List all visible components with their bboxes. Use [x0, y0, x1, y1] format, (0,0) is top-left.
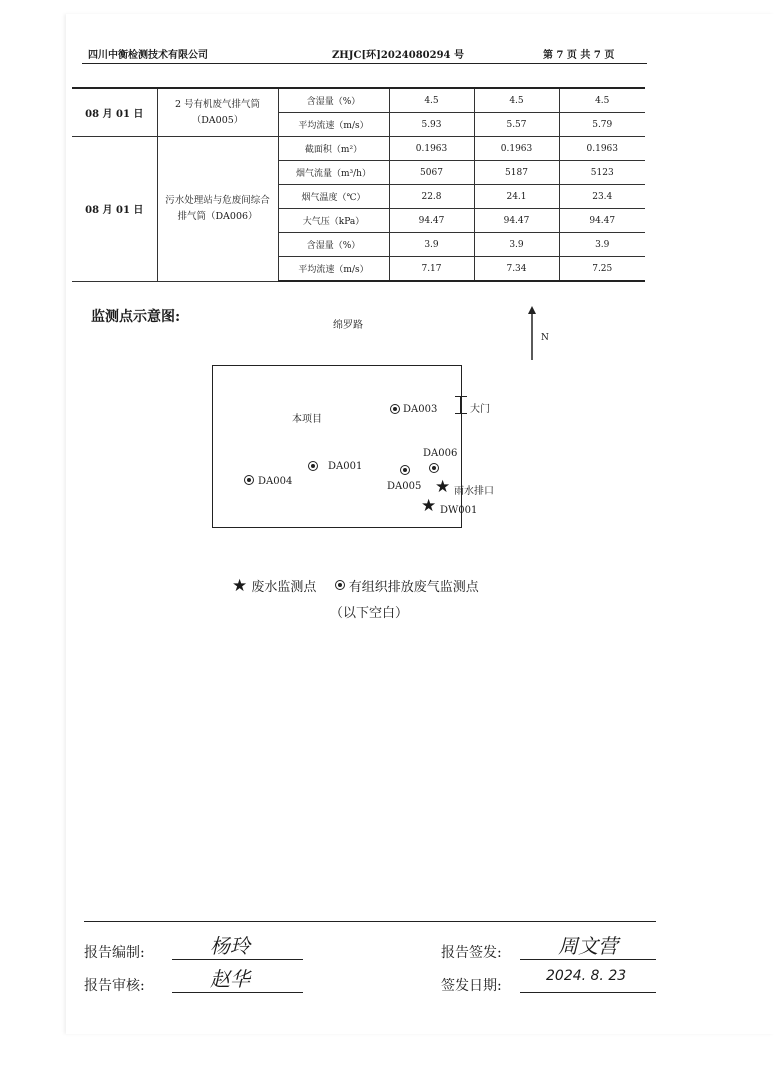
emission-source: 污水处理站与危废间综合排气筒（DA006） [157, 137, 278, 282]
point-label-da005: DA005 [387, 481, 422, 492]
measurement-table [72, 87, 645, 282]
value-cell: 94.47 [559, 209, 645, 233]
value-cell: 7.34 [474, 257, 559, 282]
value-cell: 24.1 [474, 185, 559, 209]
exhaust-point-icon [400, 465, 410, 475]
reviewed-label: 报告审核: [84, 978, 145, 994]
value-cell: 94.47 [389, 209, 474, 233]
emission-source: 2 号有机废气排气筒（DA005） [157, 88, 278, 137]
circle-legend-icon [335, 580, 345, 590]
point-label-drain: 雨水排口 [454, 486, 494, 497]
value-cell: 5.57 [474, 113, 559, 137]
param-cell: 平均流速（m/s） [278, 257, 389, 282]
reviewed-signature: 赵华 [210, 967, 250, 991]
value-cell: 5.79 [559, 113, 645, 137]
exhaust-point-icon [308, 461, 318, 471]
param-cell: 截面积（m²） [278, 137, 389, 161]
param-cell: 大气压（kPa） [278, 209, 389, 233]
point-label-da001: DA001 [328, 461, 363, 472]
compiled-signature: 杨玲 [210, 934, 250, 958]
value-cell: 94.47 [474, 209, 559, 233]
exhaust-point-icon [390, 404, 400, 414]
road-label: 绵罗路 [333, 320, 363, 331]
value-cell: 5123 [559, 161, 645, 185]
legend-wastewater: 废水监测点 [251, 580, 317, 595]
exhaust-point-icon [244, 475, 254, 485]
value-cell: 0.1963 [389, 137, 474, 161]
value-cell: 3.9 [389, 233, 474, 257]
exhaust-point-icon [429, 463, 439, 473]
legend-exhaust: 有组织排放废气监测点 [348, 580, 479, 595]
signed-line [520, 959, 656, 960]
company-name: 四川中衡检测技术有限公司 [88, 50, 208, 61]
value-cell: 4.5 [389, 88, 474, 113]
value-cell: 5.93 [389, 113, 474, 137]
star-legend-icon: ★ [232, 576, 248, 596]
value-cell: 0.1963 [474, 137, 559, 161]
signed-signature: 周文营 [558, 934, 618, 958]
value-cell: 7.25 [559, 257, 645, 282]
point-label-da003: DA003 [403, 404, 438, 415]
footer-divider [84, 921, 656, 922]
north-label: N [541, 333, 549, 343]
value-cell: 3.9 [474, 233, 559, 257]
point-label-dw001: DW001 [440, 505, 478, 516]
report-number: ZHJC[环]2024080294 号 [332, 50, 464, 61]
signed-date: 2024. 8. 23 [546, 968, 627, 984]
value-cell: 5187 [474, 161, 559, 185]
north-arrow-icon [528, 306, 536, 362]
sample-date: 08 月 01 日 [72, 88, 157, 137]
map-legend [232, 576, 479, 596]
gate-label: 大门 [470, 404, 490, 415]
param-cell: 含湿量（%） [278, 233, 389, 257]
value-cell: 0.1963 [559, 137, 645, 161]
gate-icon [455, 396, 467, 414]
date-label: 签发日期: [441, 978, 502, 994]
date-line [520, 992, 656, 993]
value-cell: 5067 [389, 161, 474, 185]
page-info: 第 7 页 共 7 页 [543, 50, 615, 61]
table-row [72, 137, 645, 161]
value-cell: 4.5 [474, 88, 559, 113]
param-cell: 烟气流量（m³/h） [278, 161, 389, 185]
param-cell: 平均流速（m/s） [278, 113, 389, 137]
wastewater-star-icon: ★ [435, 477, 451, 497]
wastewater-star-icon: ★ [421, 496, 437, 516]
map-title: 监测点示意图: [91, 309, 181, 325]
header-divider [82, 63, 647, 64]
value-cell: 7.17 [389, 257, 474, 282]
table-row [72, 88, 645, 113]
point-label-da006: DA006 [423, 448, 458, 459]
signed-label: 报告签发: [441, 945, 502, 961]
blank-note: （以下空白） [330, 606, 409, 621]
value-cell: 3.9 [559, 233, 645, 257]
param-cell: 含湿量（%） [278, 88, 389, 113]
compiled-line [172, 959, 303, 960]
project-label: 本项目 [292, 414, 322, 425]
compiled-label: 报告编制: [84, 945, 145, 961]
param-cell: 烟气温度（℃） [278, 185, 389, 209]
value-cell: 23.4 [559, 185, 645, 209]
point-label-da004: DA004 [258, 476, 293, 487]
sample-date: 08 月 01 日 [72, 137, 157, 282]
value-cell: 22.8 [389, 185, 474, 209]
value-cell: 4.5 [559, 88, 645, 113]
reviewed-line [172, 992, 303, 993]
